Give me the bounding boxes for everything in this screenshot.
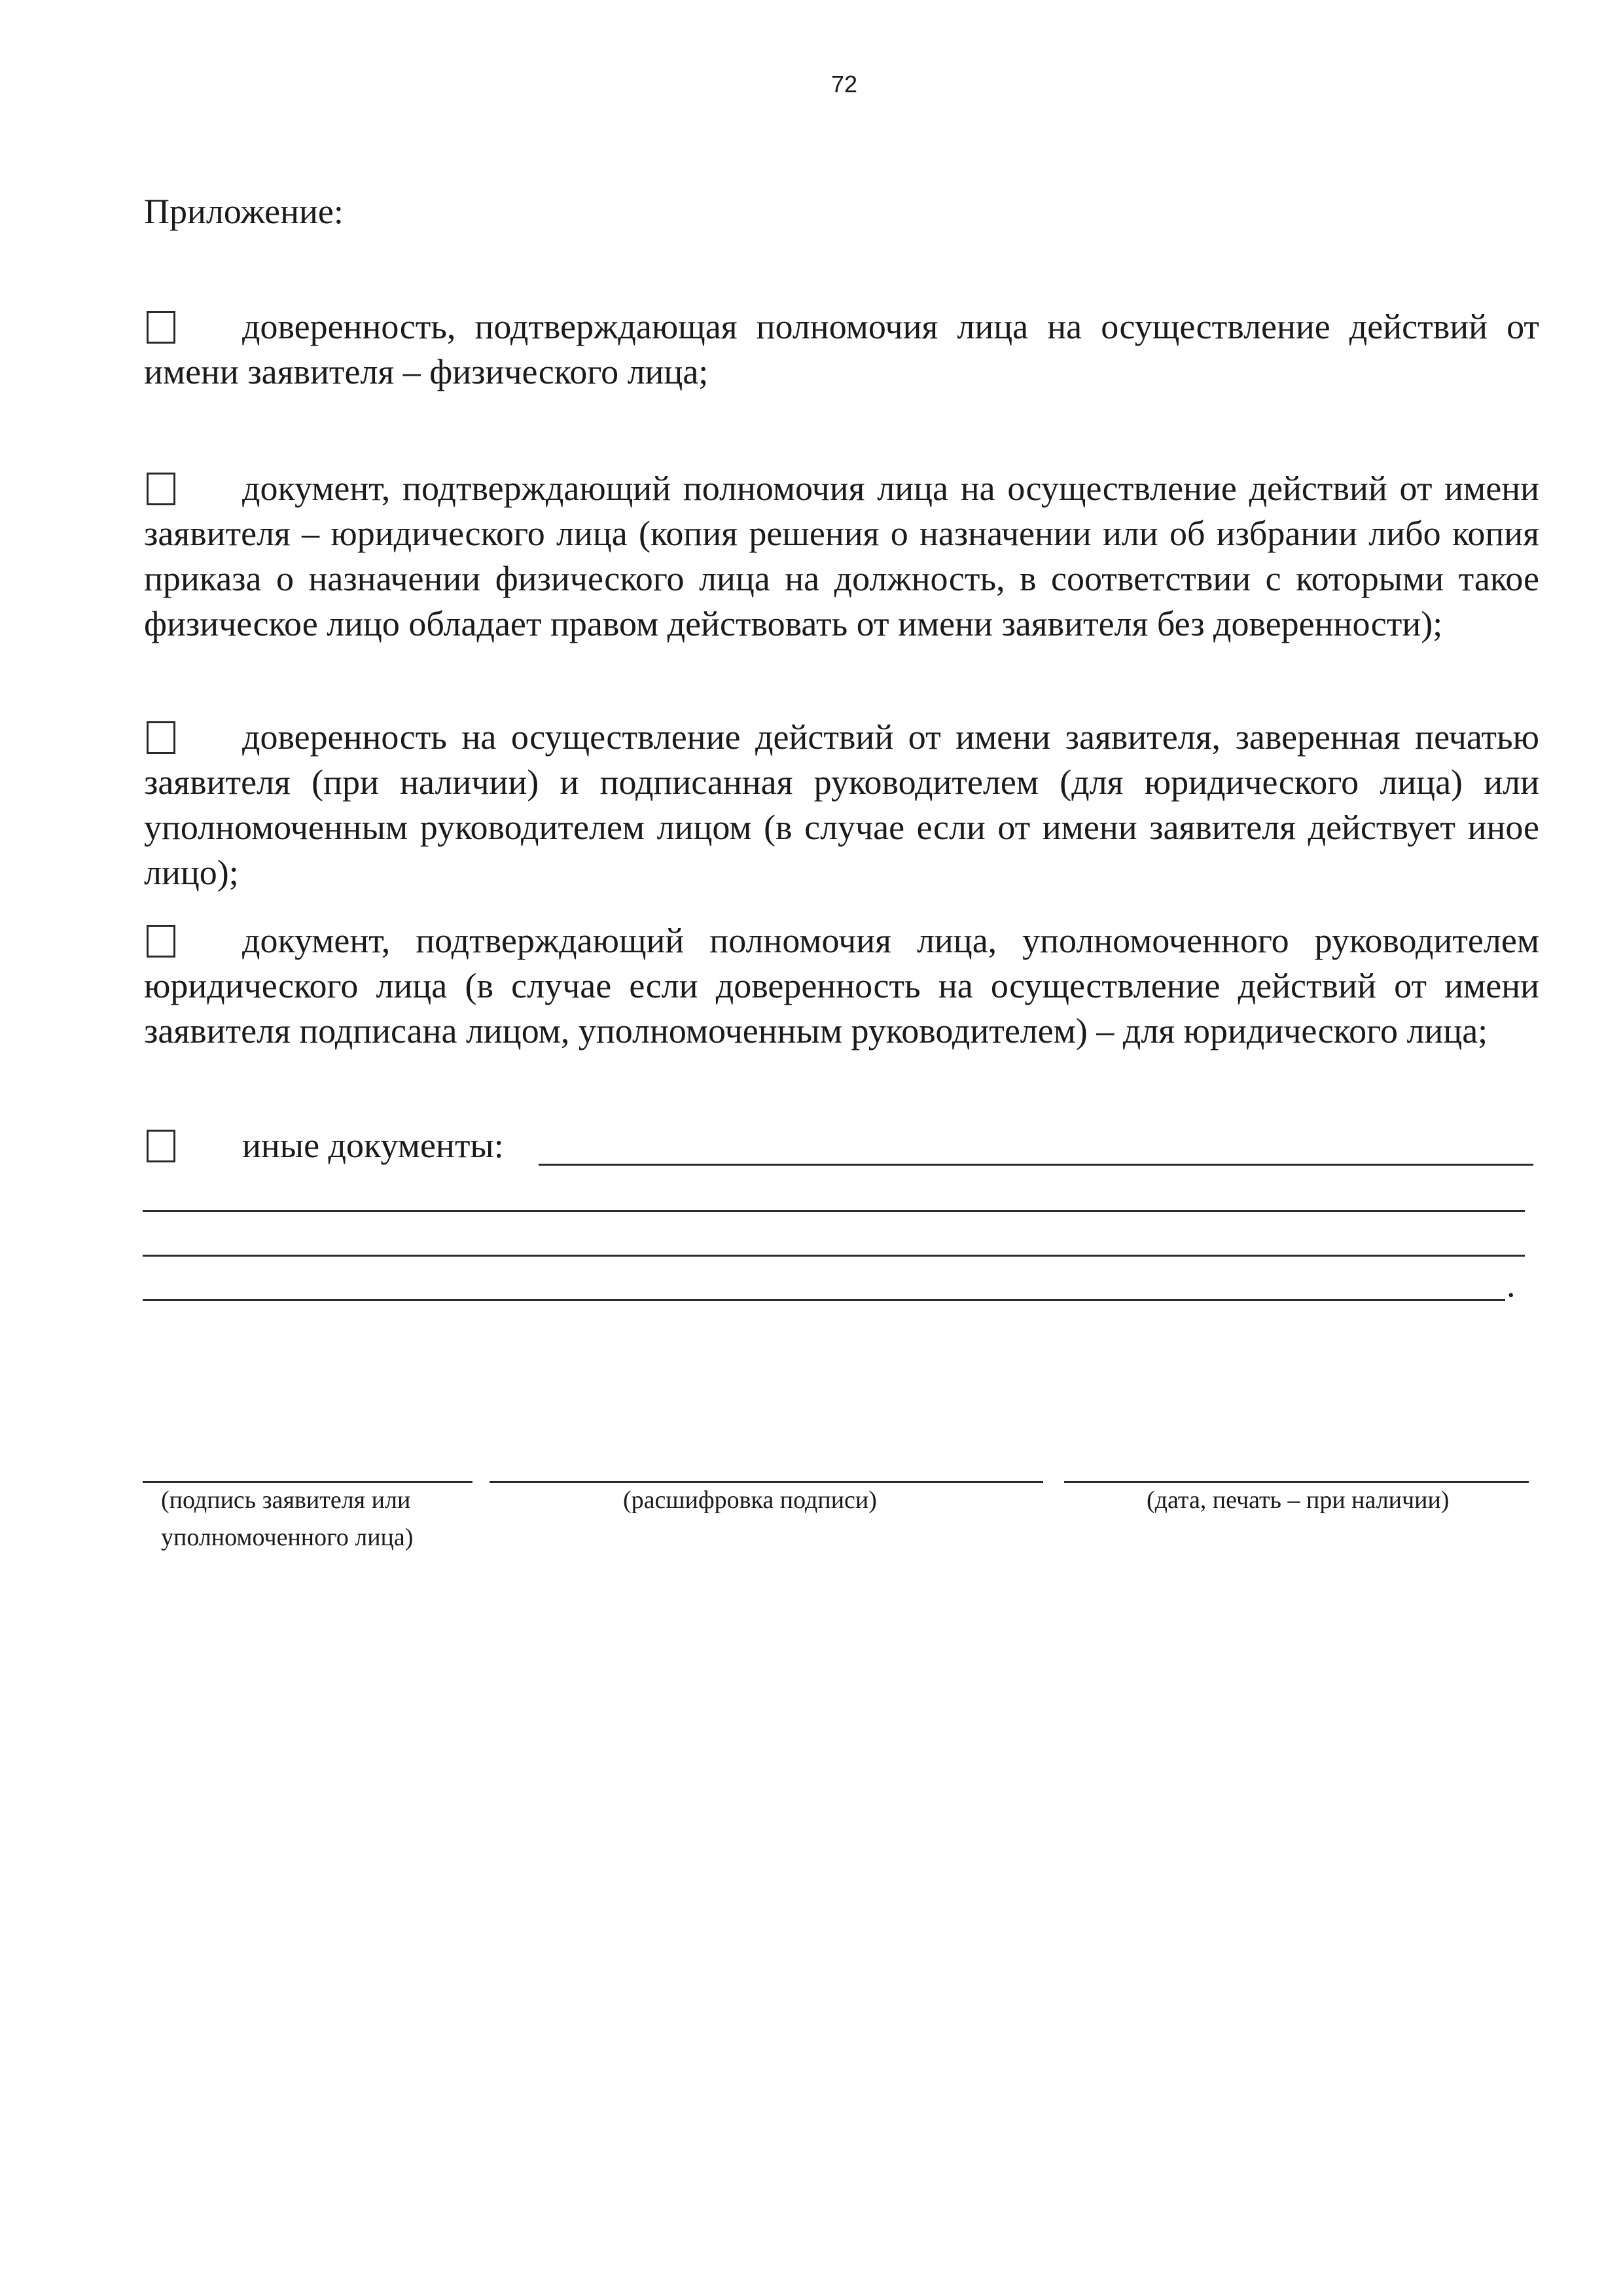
page-number: 72 bbox=[830, 71, 858, 98]
checklist-item-text: доверенность на осуществление действий от имени заявителя, заверенная печатью заявителя (при наличии) и подписанная руководителем (для юридического лица) или уполномоченным руководителем лицом (в случае если от имени заявителя действует иное лицо); bbox=[144, 717, 1539, 892]
signature-transcript-caption: (расшифровка подписи) bbox=[623, 1486, 877, 1514]
checklist-item-power-of-attorney-sealed bbox=[144, 715, 1539, 895]
checkbox-empty-icon[interactable] bbox=[147, 473, 175, 505]
other-documents-fill-line[interactable] bbox=[143, 1255, 1525, 1257]
date-seal-caption: (дата, печать – при наличии) bbox=[1147, 1486, 1450, 1514]
other-documents-fill-line[interactable] bbox=[539, 1164, 1533, 1166]
checklist-item-text: доверенность, подтверждающая полномочия лица на осуществление действий от имени заявителя – физического лица; bbox=[144, 307, 1539, 391]
other-documents-label: иные документы: bbox=[242, 1126, 504, 1165]
checklist-item-text: документ, подтверждающий полномочия лица на осуществление действий от имени заявителя – юридического лица (копия решения о назначении или об избрании либо копия приказа о назначении физического лица на должность, в соответствии с которыми такое физическое лицо обладает правом действовать от имени заявителя без доверенности); bbox=[144, 469, 1539, 643]
checklist-item-authority-document-legal-entity bbox=[144, 466, 1539, 647]
other-documents-end-mark: . bbox=[1507, 1265, 1516, 1304]
checkbox-empty-icon[interactable] bbox=[147, 1130, 175, 1162]
signature-caption: (подпись заявителя или уполномоченного лица) bbox=[161, 1486, 414, 1551]
other-documents-fill-line[interactable] bbox=[143, 1210, 1525, 1212]
checkbox-empty-icon[interactable] bbox=[147, 925, 175, 958]
checklist-item-power-of-attorney-individual bbox=[144, 304, 1539, 395]
appendix-heading: Приложение: bbox=[144, 192, 344, 231]
checkbox-empty-icon[interactable] bbox=[147, 721, 175, 754]
checklist-item-text: документ, подтверждающий полномочия лица, уполномоченного руководителем юридического лица (в случае если доверенность на осуществление действий от имени заявителя подписана лицом, уполномоченным руководителем) – для юридического лица; bbox=[144, 921, 1539, 1050]
checklist-item-authorized-person-document bbox=[144, 918, 1539, 1054]
checklist-item-other-documents bbox=[144, 1123, 1539, 1168]
other-documents-fill-line[interactable] bbox=[143, 1299, 1505, 1301]
checkbox-empty-icon[interactable] bbox=[147, 311, 175, 344]
